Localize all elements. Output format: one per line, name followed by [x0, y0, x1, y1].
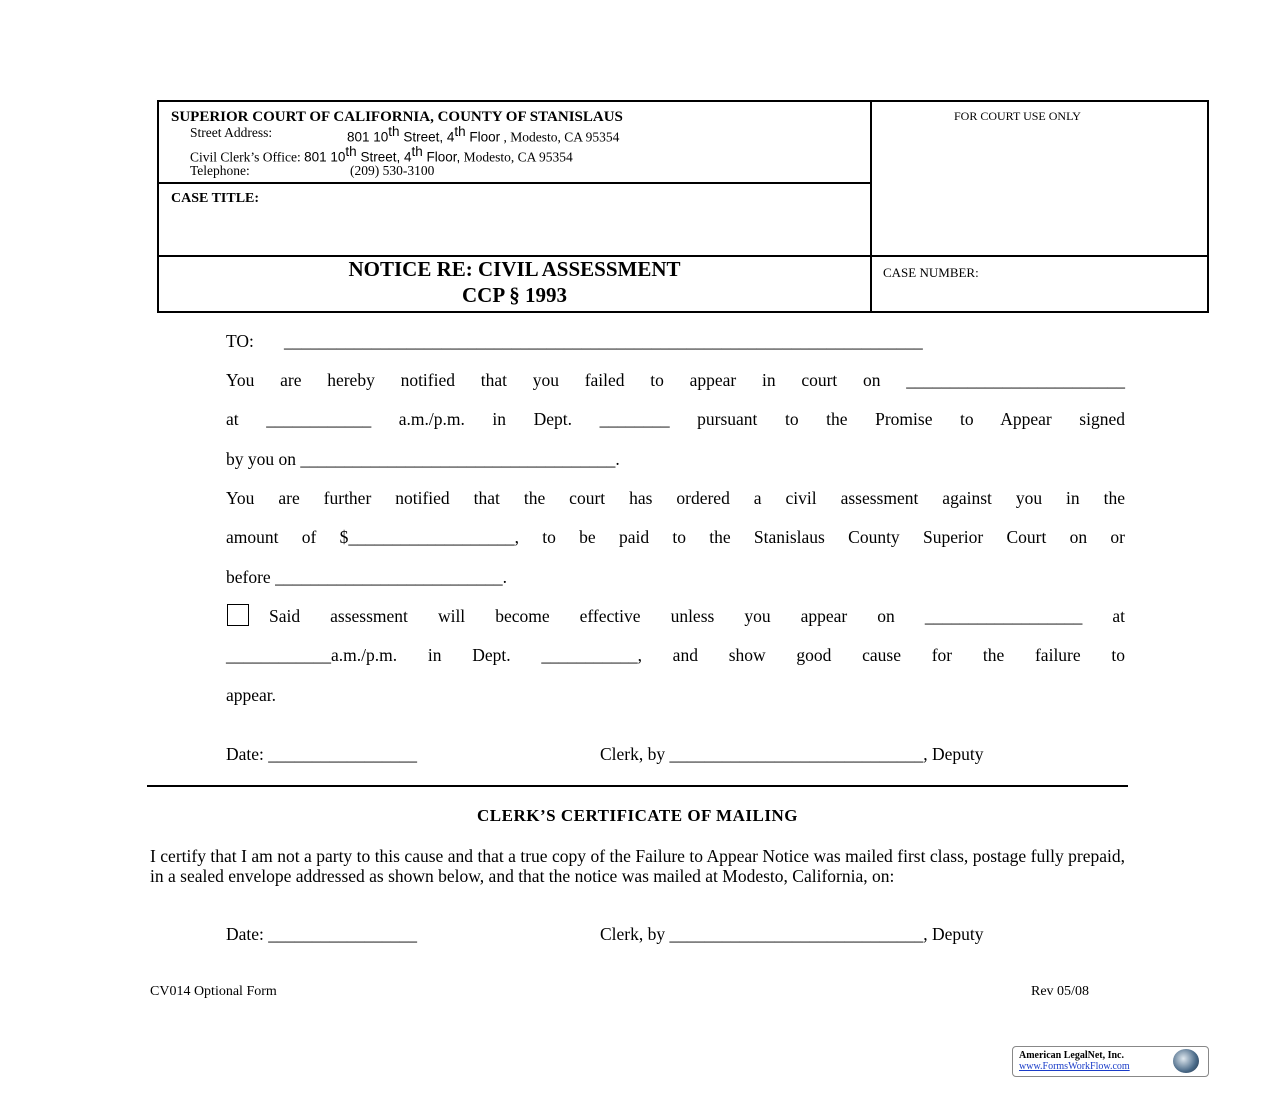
- assessment-line: You are further notified that the court has ordered a civil assessment against you in the: [226, 488, 1125, 508]
- clerk-signature-field[interactable]: Clerk, by _____________________________, Deputy: [600, 924, 984, 944]
- to-label: TO:: [226, 331, 254, 351]
- clerk-signature-field[interactable]: Clerk, by _____________________________, Deputy: [600, 744, 984, 764]
- t: Floor,: [422, 149, 461, 165]
- amount-line[interactable]: amount of $___________________, to be paid to the Stanislaus County Superior Court on or: [226, 527, 1125, 547]
- failed-appear-line[interactable]: You are hereby notified that you failed to appear in court on _________________________: [226, 370, 1125, 390]
- signed-date-line[interactable]: by you on ____________________________________.: [226, 449, 620, 469]
- t: Street, 4: [399, 129, 455, 145]
- revision: Rev 05/08: [1031, 984, 1089, 999]
- date-label: Date:: [226, 744, 264, 764]
- date-field[interactable]: _________________: [268, 744, 418, 764]
- brand-url[interactable]: www.FormsWorkFlow.com: [1019, 1061, 1130, 1072]
- globe-logo-icon: [1173, 1049, 1199, 1073]
- case-title-label: CASE TITLE:: [171, 191, 260, 206]
- t: Floor: [465, 129, 501, 145]
- t: th: [388, 124, 400, 139]
- phone-value: (209) 530-3100: [350, 163, 435, 178]
- brand-name: American LegalNet, Inc.: [1019, 1050, 1124, 1061]
- t: , Modesto, CA 95354: [500, 129, 620, 145]
- mailing-title: CLERK’S CERTIFICATE OF MAILING: [477, 806, 798, 825]
- show-cause-line[interactable]: ____________a.m./p.m. in Dept. ___________, and show good cause for the failure to: [226, 645, 1125, 665]
- before-line[interactable]: before __________________________.: [226, 567, 507, 587]
- t: 801 10: [304, 149, 346, 165]
- mailing-text: I certify that I am not a party to this cause and that a true copy of the Failure to Appear Notice was mailed first class, postage fully prepaid, in a sealed envelope addressed as shown below, and that the notice was mailed at Modesto, California, on:: [150, 846, 1125, 886]
- form-id: CV014 Optional Form: [150, 984, 277, 999]
- t: th: [454, 124, 466, 139]
- effective-line[interactable]: Said assessment will become effective unless you appear on __________________ at: [269, 606, 1125, 626]
- americanlegalnet-badge[interactable]: [1012, 1046, 1209, 1077]
- case-number-label: CASE NUMBER:: [883, 265, 979, 280]
- notice-title: NOTICE RE: CIVIL ASSESSMENT: [348, 257, 681, 281]
- to-line[interactable]: [226, 331, 1125, 352]
- notice-subtitle: CCP § 1993: [462, 283, 567, 307]
- to-field[interactable]: _________________________________________________________________________: [284, 331, 923, 351]
- phone-label: Telephone:: [190, 163, 250, 178]
- court-name: SUPERIOR COURT OF CALIFORNIA, COUNTY OF STANISLAUS: [171, 109, 623, 125]
- t: 801 10: [347, 129, 389, 145]
- divider: [147, 785, 1128, 787]
- t: th: [411, 144, 423, 159]
- effective-checkbox[interactable]: [227, 604, 249, 626]
- mailing-date-signature-line[interactable]: [226, 924, 1125, 945]
- clerk-label: Civil Clerk’s Office:: [190, 149, 301, 165]
- t: Modesto, CA 95354: [460, 149, 573, 165]
- date-signature-line[interactable]: [226, 744, 1125, 765]
- appear-line: appear.: [226, 685, 277, 705]
- street-label: Street Address:: [190, 125, 273, 140]
- case-title-box: [157, 182, 872, 257]
- date-label: Date:: [226, 924, 264, 944]
- date-field[interactable]: _________________: [268, 924, 418, 944]
- time-dept-line[interactable]: at ____________ a.m./p.m. in Dept. ________ pursuant to the Promise to Appear signed: [226, 409, 1125, 429]
- street-address: [347, 124, 619, 146]
- t: Street, 4: [356, 149, 412, 165]
- case-number-box: [870, 255, 1209, 313]
- t: th: [345, 144, 357, 159]
- court-use-label: FOR COURT USE ONLY: [954, 109, 1081, 123]
